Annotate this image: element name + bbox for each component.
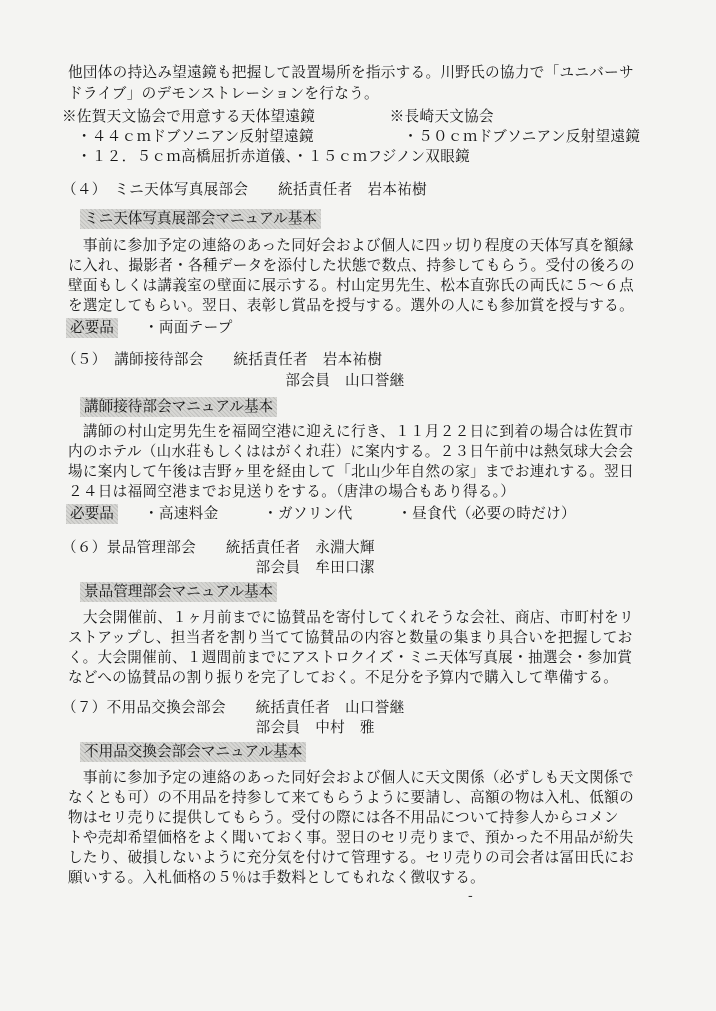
manual-heading-swap: 不用品交換会部会マニュアル基本 (80, 742, 306, 762)
text-line: 事前に参加予定の連絡のあった同好会および個人に天文関係（必ずしも天文関係で (68, 769, 634, 786)
text-line: 部会員 中村 雅 (62, 719, 375, 736)
section-heading-7: （７）不用品交換会部会 統括責任者 山口誉継 (62, 699, 405, 716)
text-line: 事前に参加予定の連絡のあった同好会および個人に四ッ切り程度の天体写真を額縁 (68, 237, 634, 254)
text-line: 物はセリ売りに提供してもらう。受付の際には各不用品について持参人からコメン (68, 809, 619, 826)
text-line: 内のホテル（山水荘もしくははがくれ荘）に案内する。２３日午前中は熱気球大会会 (68, 443, 634, 460)
text-line: ※佐賀天文協会で用意する天体望遠鏡 ※長崎天文協会 (62, 108, 494, 125)
text-line: を選定してもらい。翌日、表彰し賞品を授与する。選外の人にも参加賞を授与する。 (68, 297, 634, 314)
text-line: なくとも可）の不用品を持参して来てもらうように要請し、高額の物は入札、低額の (68, 789, 634, 806)
footer-mark: - (468, 888, 473, 904)
section-heading-6: （６）景品管理部会 統括責任者 永淵大輝 (62, 539, 375, 556)
manual-heading-lecturer: 講師接待部会マニュアル基本 (80, 397, 277, 417)
text-line: ストアップし、担当者を割り当てて協賛品の内容と数量の集まり具合いを把握してお (68, 629, 633, 646)
text-line: ・１２．５ｃｍ高橋屈折赤道儀、・１５ｃｍフジノン双眼鏡 (62, 148, 470, 165)
manual-heading-photo: ミニ天体写真展部会マニュアル基本 (80, 209, 321, 229)
text-line: したり、破損しないように充分気を付けて管理する。セリ売りの司会者は冨田氏にお (68, 849, 634, 866)
text-line: トや売却希望価格をよく聞いておく事。翌日のセリ売りまで、預かった不用品が紛失 (68, 829, 634, 846)
text-line: く。大会開催前、１週間前までにアストロクイズ・ミニ天体写真展・抽選会・参加賞 (68, 649, 633, 666)
text-line: 他団体の持込み望遠鏡も把握して設置場所を指示する。川野氏の協力で「ユニバーサ (68, 64, 634, 81)
text-line: 壁面もしくは講義室の壁面に展示する。村山定男先生、松本直弥氏の両氏に５～６点 (68, 277, 634, 294)
needs-label: 必要品 (66, 318, 118, 338)
section-heading-5: （５） 講師接待部会 統括責任者 岩本祐樹 (62, 351, 383, 368)
text-line: ドライブ」のデモンストレーションを行なう。 (68, 85, 379, 102)
text-line: 講師の村山定男先生を福岡空港に迎えに行き、１１月２２日に到着の場合は佐賀市 (68, 423, 634, 440)
text-line: 部会員 山口誉継 (62, 372, 405, 389)
text-line: ２４日は福岡空港までお見送りをする。（唐津の場合もあり得る。） (68, 483, 516, 500)
text-line: 部会員 牟田口潔 (62, 559, 375, 576)
text-line: 場に案内して午後は吉野ヶ里を経由して「北山少年自然の家」までお連れする。翌日 (68, 463, 634, 480)
needs-items: ・高速料金 ・ガソリン代 ・昼食代（必要の時だけ） (144, 505, 576, 522)
manual-heading-prizes: 景品管理部会マニュアル基本 (80, 582, 277, 602)
section-heading-4: （４） ミニ天体写真展部会 統括責任者 岩本祐樹 (62, 181, 428, 198)
text-line: ・４４ｃｍドブソニアン反射望遠鏡 ・５０ｃｍドブソニアン反射望遠鏡 (62, 128, 641, 145)
text-line: 願いする。入札価格の５％は手数料としてもれなく徴収する。 (68, 869, 486, 886)
text-line: などへの協賛品の割り振りを完了しておく。不足分を予算内で購入して準備する。 (68, 669, 619, 686)
needs-label: 必要品 (66, 504, 118, 524)
needs-items: ・両面テープ (144, 319, 233, 336)
text-line: 大会開催前、１ヶ月前までに協賛品を寄付してくれそうな会社、商店、市町村をリ (68, 609, 634, 626)
text-line: に入れ、撮影者・各種データを添付した状態で数点、持参してもらう。受付の後ろの (68, 257, 635, 274)
